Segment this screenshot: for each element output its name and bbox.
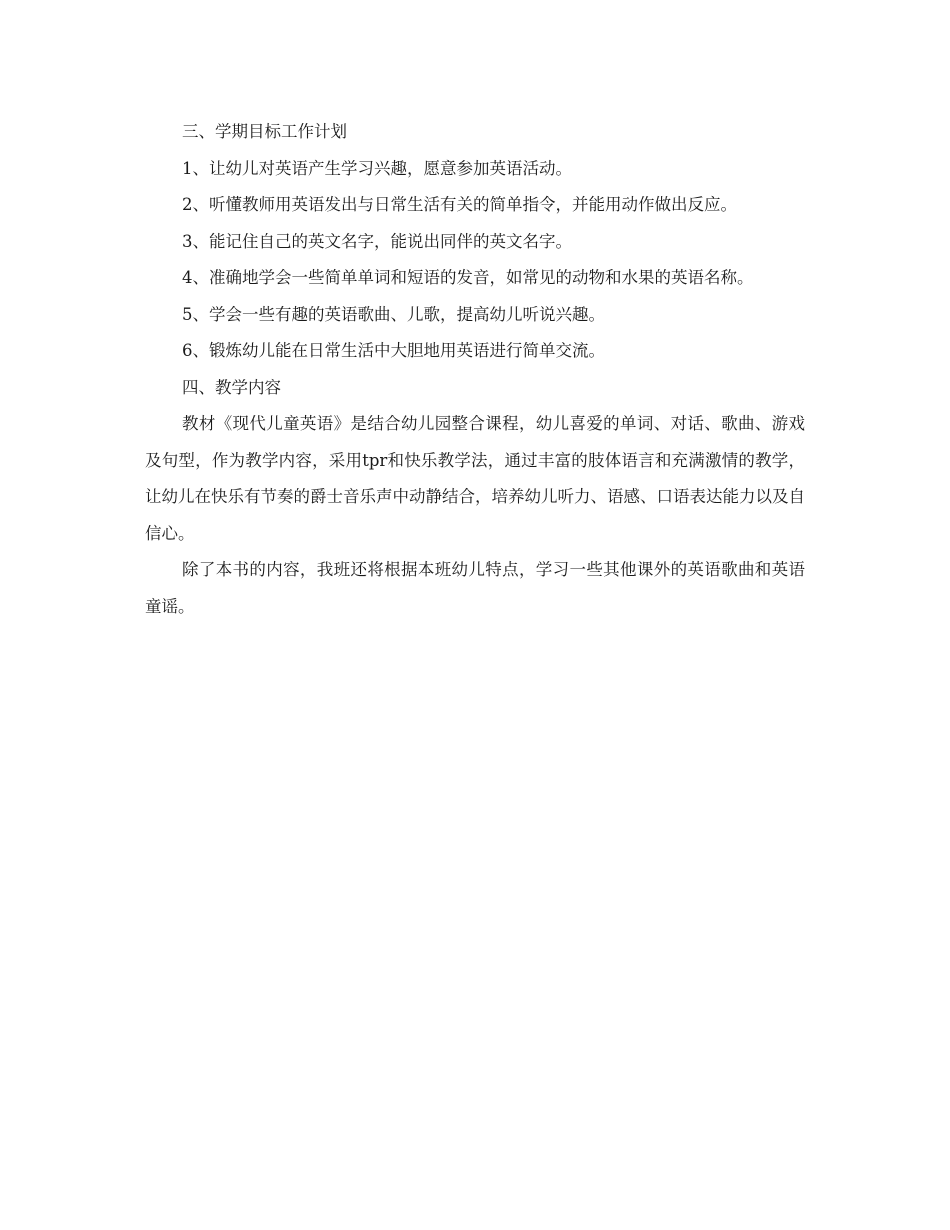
goal-item-4: 4、准确地学会一些简单单词和短语的发音，如常见的动物和水果的英语名称。 (182, 268, 754, 287)
section-heading-content: 四、教学内容 (182, 377, 281, 397)
content-paragraph-1: 教材《现代儿童英语》是结合幼儿园整合课程，幼儿喜爱的单词、对话、歌曲、游戏及句型，作为教学内容，采用tpr和快乐教学法，通过丰富的肢体语言和充满激情的教学，让幼儿在快乐有节奏的爵士音乐声中动静结合，培养幼儿听力、语感、口语表达能力以及自信心。 (145, 414, 805, 543)
goal-item-3: 3、能记住自己的英文名字，能说出同伴的英文名字。 (182, 231, 572, 251)
goal-item-6: 6、锻炼幼儿能在日常生活中大胆地用英语进行简单交流。 (182, 341, 605, 360)
document-body (145, 114, 805, 625)
goal-item-5: 5、学会一些有趣的英语歌曲、儿歌，提高幼儿听说兴趣。 (182, 304, 605, 324)
goal-item-1: 1、让幼儿对英语产生学习兴趣，愿意参加英语活动。 (182, 158, 572, 178)
section-heading-goals: 三、学期目标工作计划 (182, 122, 347, 141)
content-paragraph-2: 除了本书的内容，我班还将根据本班幼儿特点，学习一些其他课外的英语歌曲和英语童谣。 (145, 560, 805, 616)
goal-item-2: 2、听懂教师用英语发出与日常生活有关的简单指令，并能用动作做出反应。 (182, 195, 737, 214)
